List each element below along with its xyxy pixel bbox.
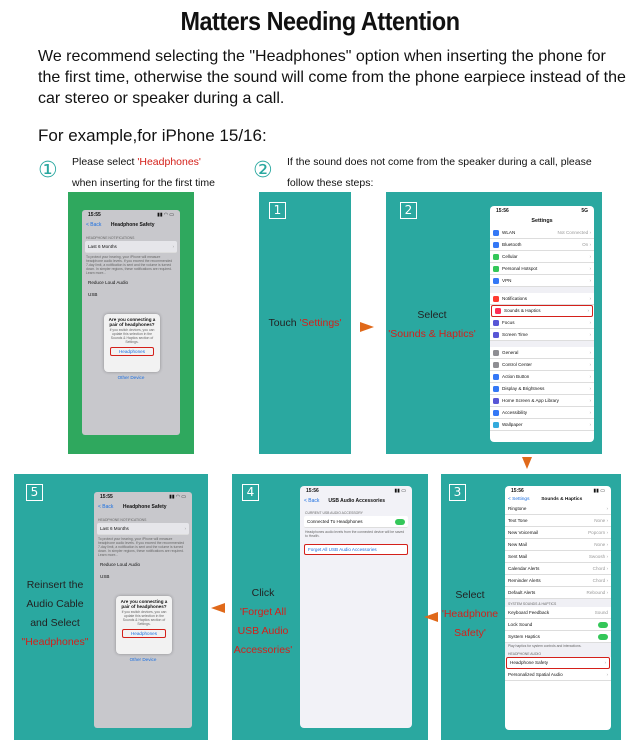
settings-title: Settings xyxy=(531,218,553,224)
toggle-on-icon[interactable] xyxy=(598,634,608,640)
sounds-list xyxy=(505,503,611,599)
row-label: General xyxy=(502,349,519,355)
row-lock-sound[interactable] xyxy=(505,619,611,631)
settings-group-notifications xyxy=(490,293,594,341)
phone-usb-accessories xyxy=(300,486,412,728)
row-value: None › xyxy=(594,541,608,547)
row-label: Cellular xyxy=(502,253,518,259)
arrow-right-icon xyxy=(360,322,374,332)
row-last-6-months[interactable] xyxy=(85,241,177,253)
caption-highlight: 'Settings' xyxy=(299,317,342,329)
settings-row[interactable] xyxy=(505,575,611,587)
row-connected-headphones[interactable] xyxy=(304,516,408,528)
panel-step-1 xyxy=(259,192,351,454)
settings-row[interactable] xyxy=(490,293,594,305)
row-label: Text Tone xyxy=(508,517,528,523)
row-note: Play haptics for system controls and interactions. xyxy=(505,643,611,649)
row-label: Sounds & Haptics xyxy=(504,308,541,313)
example-heading: For example,for iPhone 15/16: xyxy=(38,126,267,145)
panel-step-4 xyxy=(232,474,428,740)
section-header: CURRENT USB AUDIO ACCESSORY xyxy=(305,511,363,515)
settings-app-icon xyxy=(493,410,499,416)
arrow-down-icon xyxy=(522,457,532,469)
settings-app-icon xyxy=(493,398,499,404)
settings-app-icon xyxy=(493,362,499,368)
phone-headphone-safety-a xyxy=(82,210,180,435)
settings-row[interactable] xyxy=(490,329,594,341)
arrow-left-icon xyxy=(424,612,438,622)
settings-app-icon xyxy=(493,320,499,326)
row-label: Default Alerts xyxy=(508,589,536,595)
row-label: Last 6 Months xyxy=(100,525,129,531)
row-description: To protect your hearing, your iPhone will measure headphone audio levels. If you exceed the recommended 7-day limit, a notification is sent and the volume is turned down. In simpler regions, these notifications are required. Learn more... xyxy=(86,255,173,275)
settings-app-icon xyxy=(493,278,499,284)
settings-row[interactable] xyxy=(490,227,594,239)
settings-row[interactable] xyxy=(490,419,594,431)
row-value: › xyxy=(589,265,591,271)
status-icons: ▮▮ ◠ ▭ xyxy=(157,212,174,218)
headphones-button[interactable]: Headphones xyxy=(122,629,166,638)
row-system-haptics[interactable] xyxy=(505,631,611,643)
chevron-right-icon: › xyxy=(184,525,186,531)
dialog-title: Are you connecting a pair of headphones? xyxy=(120,599,168,609)
row-label: New Mail xyxy=(508,541,527,547)
status-time: 15:56 xyxy=(511,488,524,494)
settings-row[interactable] xyxy=(490,263,594,275)
status-bar xyxy=(94,492,192,502)
settings-app-icon xyxy=(493,254,499,260)
row-label: Keyboard Feedback xyxy=(508,609,550,615)
row-label: Lock Sound xyxy=(508,621,533,627)
row-last-6-months[interactable] xyxy=(97,523,189,535)
page-title: Matters Needing Attention xyxy=(180,6,460,36)
forget-usb-accessories-button[interactable]: Forget All USB Audio Accessories xyxy=(304,544,408,555)
step-a-number: ① xyxy=(38,158,58,183)
settings-row[interactable] xyxy=(505,527,611,539)
toggle-on-icon[interactable] xyxy=(598,622,608,628)
caption-line: Select xyxy=(455,589,485,601)
row-label: VPN xyxy=(502,277,512,283)
row-value: Sound xyxy=(594,609,608,615)
row-label: Last 6 Months xyxy=(88,243,117,249)
row-label: Reminder Alerts xyxy=(508,577,541,583)
chevron-right-icon: › xyxy=(606,671,608,677)
row-value: Swoosh › xyxy=(588,553,608,559)
headphones-dialog xyxy=(116,596,172,654)
caption-line: Click xyxy=(251,587,275,599)
panel-step-2 xyxy=(386,192,602,454)
settings-row[interactable] xyxy=(490,275,594,287)
row-value: Popcorn › xyxy=(588,529,608,535)
back-button[interactable]: < Back xyxy=(304,498,320,504)
row-label: Headphone Safety xyxy=(510,660,549,665)
row-value: › xyxy=(589,277,591,283)
row-reduce-loud-audio[interactable] xyxy=(97,559,189,571)
nav-title: Headphone Safety xyxy=(110,222,155,228)
settings-row[interactable] xyxy=(490,407,594,419)
status-time: 15:56 xyxy=(496,208,509,214)
step-1-caption xyxy=(259,314,351,333)
other-device-button[interactable]: Other Device xyxy=(117,375,145,380)
row-value: › xyxy=(589,295,591,301)
settings-row[interactable] xyxy=(490,359,594,371)
nav-title: Sounds & Haptics xyxy=(541,497,583,502)
row-value: › xyxy=(589,373,591,379)
settings-app-icon xyxy=(493,296,499,302)
row-label: Notifications xyxy=(502,295,528,301)
row-label: WLAN xyxy=(502,229,516,235)
section-header: HEADPHONE AUDIO xyxy=(505,649,611,657)
dialog-title: Are you connecting a pair of headphones? xyxy=(108,317,156,327)
row-value: › xyxy=(589,331,591,337)
step-a-text2: when inserting for the first time xyxy=(72,177,215,189)
settings-row[interactable] xyxy=(490,371,594,383)
status-icons: ▮▮ ▭ xyxy=(394,488,406,494)
settings-row[interactable] xyxy=(505,563,611,575)
row-label: Personalized Spatial Audio xyxy=(508,671,563,677)
row-value: Rebound › xyxy=(586,589,608,595)
row-label: Control Center xyxy=(502,361,532,367)
settings-group-general xyxy=(490,347,594,431)
settings-row[interactable] xyxy=(490,395,594,407)
step-2-caption xyxy=(386,306,478,344)
row-description: To protect your hearing, your iPhone will measure headphone audio levels. If you exceed the recommended 7-day limit, a notification is sent and the volume is turned down. In simpler regions, these notifications are required. Learn more... xyxy=(98,537,185,557)
settings-app-icon xyxy=(493,266,499,272)
intro-text: We recommend selecting the "Headphones" option when inserting the phone for the first time, otherwise the sound will come from the phone earpiece instead of the car stereo or speaker during a call. xyxy=(38,48,626,107)
section-header: HEADPHONE NOTIFICATIONS xyxy=(98,518,147,522)
caption-line: Reinsert the xyxy=(26,579,84,591)
status-icons: ▮▮ ▭ xyxy=(593,488,605,494)
chevron-right-icon: › xyxy=(604,660,606,665)
row-label: Screen Time xyxy=(502,331,528,337)
dialog-body: If you switch devices, you can update this selection in the Sounds & Haptics section of Settings. xyxy=(109,328,155,344)
step-4-caption xyxy=(232,584,294,660)
row-value: › xyxy=(589,397,591,403)
status-bar xyxy=(505,486,611,496)
settings-row[interactable] xyxy=(490,347,594,359)
settings-group-connectivity xyxy=(490,227,594,287)
step-3-badge: 3 xyxy=(449,484,466,501)
row-usb[interactable] xyxy=(97,571,189,583)
row-value: › xyxy=(589,385,591,391)
caption-highlight: Accessories' xyxy=(233,644,293,656)
step-2-badge: 2 xyxy=(400,202,417,219)
phone-headphone-safety-b xyxy=(94,492,192,728)
caption-highlight: 'Forget All xyxy=(239,606,287,618)
other-device-button[interactable]: Other Device xyxy=(129,657,157,662)
chevron-right-icon: › xyxy=(172,243,174,249)
phone-sounds-haptics xyxy=(505,486,611,730)
settings-row[interactable] xyxy=(490,383,594,395)
step-a-text xyxy=(72,152,242,194)
row-value: › xyxy=(589,349,591,355)
phone-settings xyxy=(490,206,594,442)
dialog-body: If you switch devices, you can update this selection in the Sounds & Haptics section of Settings. xyxy=(121,610,167,626)
step-b-text: If the sound does not come from the speaker during a call, please follow these steps: xyxy=(287,156,592,189)
section-header: SYSTEM SOUNDS & HAPTICS xyxy=(505,599,611,607)
nav-title: Headphone Safety xyxy=(122,504,167,510)
headphones-button[interactable]: Headphones xyxy=(110,347,154,356)
settings-app-icon xyxy=(493,350,499,356)
row-value: None › xyxy=(594,517,608,523)
caption-highlight: 'Headphone xyxy=(441,608,499,620)
back-button[interactable]: < Back xyxy=(98,504,114,510)
row-value: Not Connected › xyxy=(557,229,591,235)
row-label: Reduce Loud Audio xyxy=(88,280,129,285)
settings-app-icon xyxy=(493,332,499,338)
arrow-left-icon xyxy=(211,603,225,613)
back-button[interactable]: < Back xyxy=(86,222,102,228)
step-3-caption xyxy=(441,586,499,643)
row-value: › xyxy=(587,308,589,313)
caption-highlight: 'Sounds & Haptics' xyxy=(388,328,476,340)
panel-step-a xyxy=(68,192,194,454)
row-keyboard-feedback[interactable] xyxy=(505,607,611,619)
back-button[interactable]: < Settings xyxy=(508,497,530,502)
row-note: Headphones audio levels from the connected device will be saved to Health. xyxy=(305,530,405,538)
row-value: › xyxy=(589,319,591,325)
caption-highlight: Safety' xyxy=(454,627,486,639)
caption-text: Select xyxy=(417,309,447,321)
step-b-number: ② xyxy=(253,158,273,183)
status-time: 15:56 xyxy=(306,488,319,494)
row-label: Reduce Loud Audio xyxy=(100,562,141,567)
settings-row[interactable] xyxy=(505,515,611,527)
step-5-caption xyxy=(14,576,96,652)
status-bar xyxy=(490,206,594,216)
row-value: › xyxy=(589,409,591,415)
row-label: Bluetooth xyxy=(502,241,522,247)
status-time: 15:55 xyxy=(100,494,113,500)
row-label: Calendar Alerts xyxy=(508,565,540,571)
settings-app-icon xyxy=(493,386,499,392)
status-time: 15:55 xyxy=(88,212,101,218)
status-signal: 5G xyxy=(581,208,588,214)
row-value: Chord › xyxy=(592,577,608,583)
row-value: › xyxy=(606,505,608,511)
settings-row[interactable] xyxy=(505,503,611,515)
nav-bar xyxy=(300,496,412,506)
toggle-on-icon[interactable] xyxy=(395,519,405,525)
settings-app-icon xyxy=(493,422,499,428)
settings-app-icon xyxy=(493,242,499,248)
nav-title: USB Audio Accessories xyxy=(328,498,386,504)
headphones-dialog xyxy=(104,314,160,372)
row-label: Focus xyxy=(502,319,515,325)
status-icons: ▮▮ ◠ ▭ xyxy=(169,494,186,500)
row-label: System Haptics xyxy=(508,633,540,639)
step-5-badge: 5 xyxy=(26,484,43,501)
row-label: Action Button xyxy=(502,373,530,379)
row-value: Chord › xyxy=(592,565,608,571)
settings-app-icon xyxy=(495,308,501,314)
row-label: Personal Hotspot xyxy=(502,265,538,271)
settings-row[interactable] xyxy=(505,539,611,551)
settings-row[interactable] xyxy=(490,317,594,329)
settings-row[interactable] xyxy=(491,305,593,317)
row-headphone-safety[interactable] xyxy=(506,657,610,669)
row-value: On › xyxy=(582,241,591,247)
row-label: New Voicemail xyxy=(508,529,539,535)
nav-bar xyxy=(82,220,180,230)
section-header: HEADPHONE NOTIFICATIONS xyxy=(86,236,135,240)
row-label: Ringtone xyxy=(508,505,527,511)
row-label: Connected To Headphones xyxy=(307,518,363,524)
settings-app-icon xyxy=(493,230,499,236)
status-bar xyxy=(82,210,180,220)
row-value: › xyxy=(589,253,591,259)
row-label: USB xyxy=(88,292,98,297)
row-reduce-loud-audio[interactable] xyxy=(85,277,177,289)
step-a-highlight: 'Headphones' xyxy=(137,156,201,168)
settings-app-icon xyxy=(493,374,499,380)
nav-bar xyxy=(94,502,192,512)
step-1-badge: 1 xyxy=(269,202,286,219)
row-label: Home Screen & App Library xyxy=(502,397,559,403)
row-label: Display & Brightness xyxy=(502,385,545,391)
caption-text: Touch xyxy=(268,317,300,329)
row-value: › xyxy=(589,361,591,367)
row-label: Sent Mail xyxy=(508,553,528,559)
row-label: Wallpaper xyxy=(502,421,523,427)
settings-row[interactable] xyxy=(490,239,594,251)
step-4-badge: 4 xyxy=(242,484,259,501)
status-bar xyxy=(300,486,412,496)
caption-line: and Select xyxy=(30,617,80,629)
panel-step-5 xyxy=(14,474,208,740)
row-label: Accessibility xyxy=(502,409,528,415)
row-personalized-spatial-audio[interactable] xyxy=(505,669,611,681)
row-label: USB xyxy=(100,574,110,579)
caption-highlight: "Headphones" xyxy=(21,636,89,648)
caption-line: Audio Cable xyxy=(26,598,84,610)
step-a-text1: Please select xyxy=(72,156,138,168)
panel-step-3 xyxy=(441,474,621,740)
settings-row[interactable] xyxy=(490,251,594,263)
row-usb[interactable] xyxy=(85,289,177,301)
row-value: › xyxy=(589,421,591,427)
settings-row[interactable] xyxy=(505,551,611,563)
settings-row[interactable] xyxy=(505,587,611,599)
caption-highlight: USB Audio xyxy=(237,625,289,637)
